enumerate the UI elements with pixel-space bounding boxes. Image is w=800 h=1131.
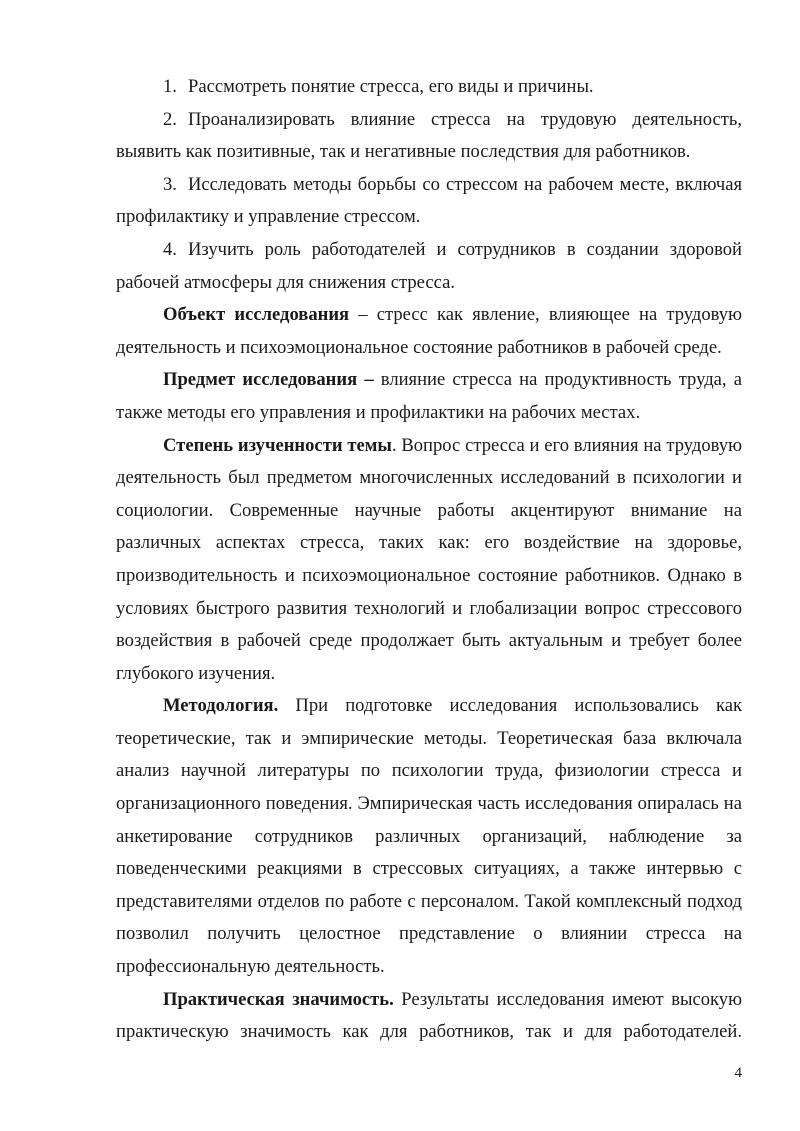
object-text: – стресс как явление, влияющее на трудовую деятельность и психоэмоциональное состояние работников в рабочей среде. [116, 304, 742, 358]
study-degree-paragraph [116, 430, 742, 691]
list-item-text: Изучить роль работодателей и сотрудников в создании здоровой рабочей атмосферы для снижения стресса. [116, 238, 742, 293]
list-item-text: Исследовать методы борьбы со стрессом на рабочем месте, включая профилактику и управление стрессом. [116, 173, 742, 228]
list-item [116, 71, 742, 104]
significance-paragraph [116, 984, 742, 1049]
list-item-number: 1. [163, 76, 177, 97]
list-item-text: Проанализировать влияние стресса на трудовую деятельность, выявить как позитивные, так и негативные последствия для работников. [116, 108, 742, 163]
object-paragraph [116, 299, 742, 364]
list-item [116, 234, 742, 299]
object-label: Объект исследования [163, 304, 350, 326]
list-item [116, 169, 742, 234]
list-item-number: 4. [163, 238, 177, 260]
list-item [116, 104, 742, 169]
study-degree-label: Степень изученности темы [163, 434, 392, 456]
significance-label: Практическая значимость. [163, 988, 394, 1010]
list-item-text: Рассмотреть понятие стресса, его виды и причины. [188, 76, 594, 97]
subject-paragraph [116, 364, 742, 429]
methodology-text: При подготовке исследования использовались как теоретические, так и эмпирические методы. Теоретическая база включала анализ научной литературы по психологии труда, физиологии стресса и организационного поведения. Эмпирическая часть исследования опиралась на анкетирование сотрудников различных организаций, наблюдение за поведенческими реакциями в стрессовых ситуациях, а также интервью с представителями отделов по работе с персоналом. Такой комплексный подход позволил получить целостное представление о влиянии стресса на профессиональную деятельность. [116, 695, 742, 978]
subject-text: влияние стресса на продуктивность труда, а также методы его управления и профилактики на рабочих местах. [116, 369, 742, 423]
page-number: 4 [734, 1065, 742, 1081]
subject-label: Предмет исследования – [163, 369, 374, 391]
methodology-paragraph [116, 690, 742, 983]
study-degree-text: . Вопрос стресса и его влияния на трудовую деятельность был предметом многочисленных исследований в психологии и социологии. Современные научные работы акцентируют внимание на различных аспектах стресса, таких как: его воздействие на здоровье, производительность и психоэмоциональное состояние работников. Однако в условиях быстрого развития технологий и глобализации вопрос стрессового воздействия в рабочей среде продолжает быть актуальным и требует более глубокого изучения. [116, 434, 742, 684]
page-content [116, 71, 742, 1049]
significance-text: Результаты исследования имеют высокую практическую значимость как для работников, так и для работодателей. [116, 988, 742, 1043]
methodology-label: Методология. [163, 695, 279, 717]
list-item-number: 2. [163, 108, 177, 130]
list-item-number: 3. [163, 173, 177, 195]
